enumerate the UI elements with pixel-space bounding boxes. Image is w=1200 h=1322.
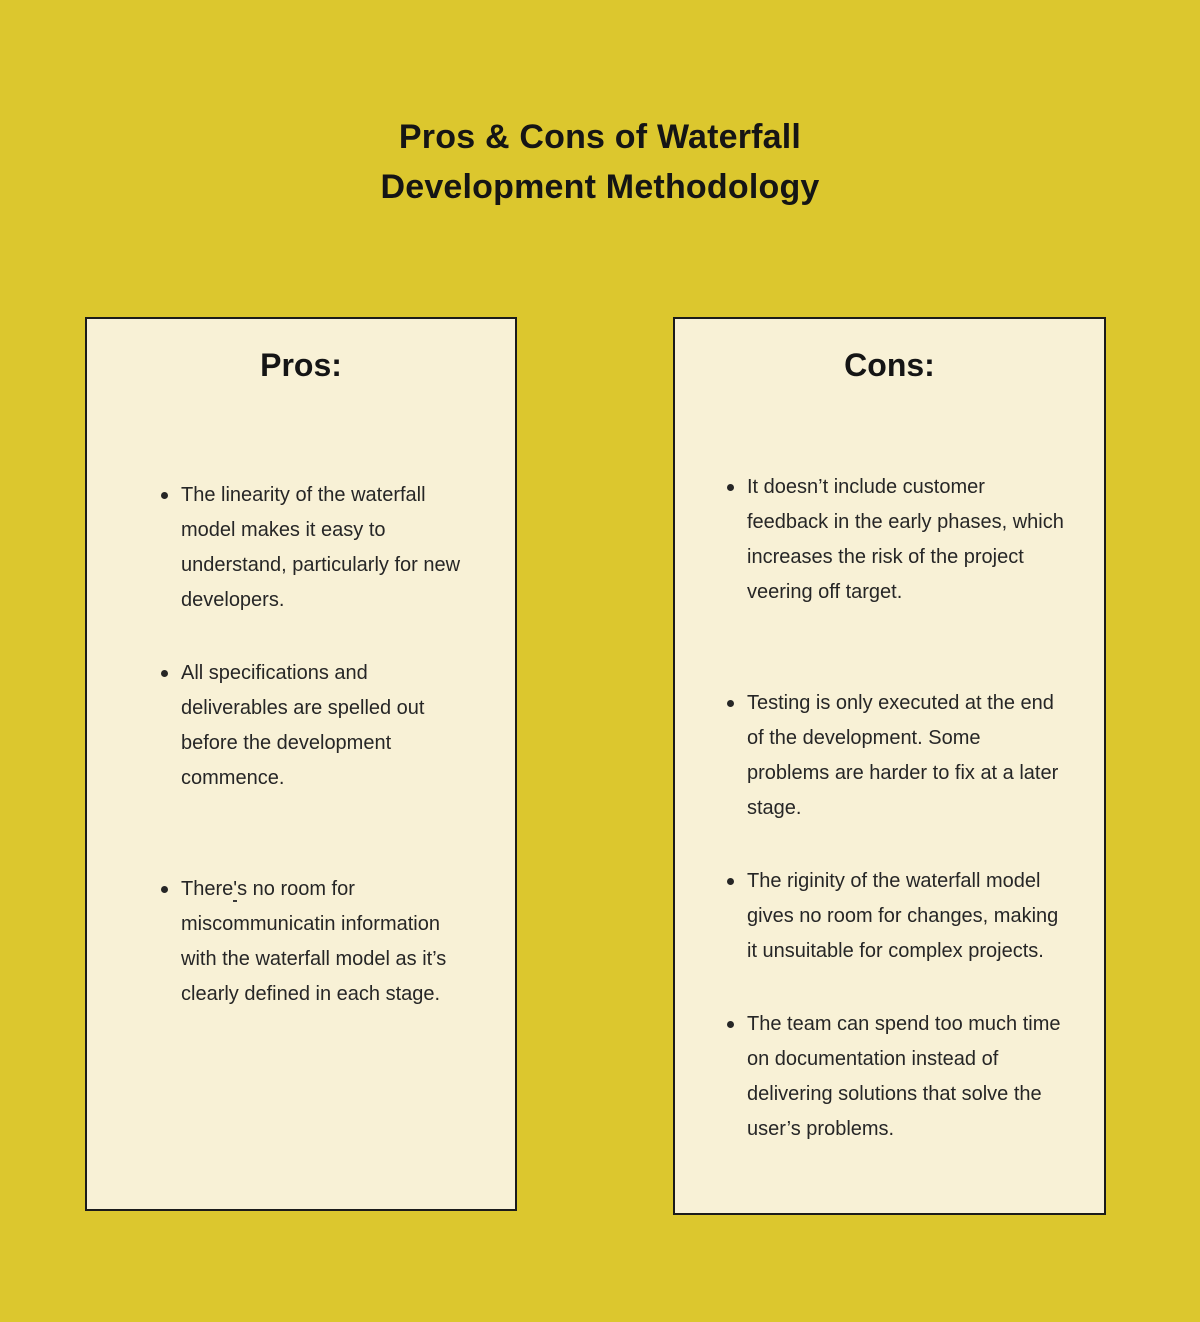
- list-item: It doesn’t include customer feedback in the early phases, which increases the risk of the project veering off target.: [725, 470, 1068, 610]
- pros-list: [159, 478, 475, 1012]
- cons-list: [725, 470, 1068, 1147]
- pros-heading: Pros:: [260, 347, 342, 383]
- list-item-text: s no room for miscommunicatin information with the waterfall model as it’s clearly defined in each stage.: [181, 878, 447, 1005]
- cons-heading: Cons:: [844, 347, 935, 383]
- list-item: The linearity of the waterfall model makes it easy to understand, particularly for new developers.: [159, 478, 475, 618]
- pros-card: [85, 317, 517, 1211]
- page-title-line-2: Development Methodology: [380, 168, 820, 206]
- list-item: Testing is only executed at the end of the development. Some problems are harder to fix at a later stage.: [725, 686, 1068, 826]
- list-item-text: There: [181, 878, 234, 900]
- cons-card: [673, 317, 1106, 1215]
- list-item: The team can spend too much time on documentation instead of delivering solutions that solve the user’s problems.: [725, 1007, 1068, 1147]
- page-title: [0, 0, 1200, 212]
- underlined-apostrophe: ': [233, 878, 238, 900]
- page-title-line-1: Pros & Cons of Waterfall: [398, 118, 802, 156]
- list-item: [159, 872, 475, 1012]
- list-item: All specifications and deliverables are spelled out before the development commence.: [159, 656, 475, 796]
- list-item: The riginity of the waterfall model gives no room for changes, making it unsuitable for complex projects.: [725, 864, 1068, 969]
